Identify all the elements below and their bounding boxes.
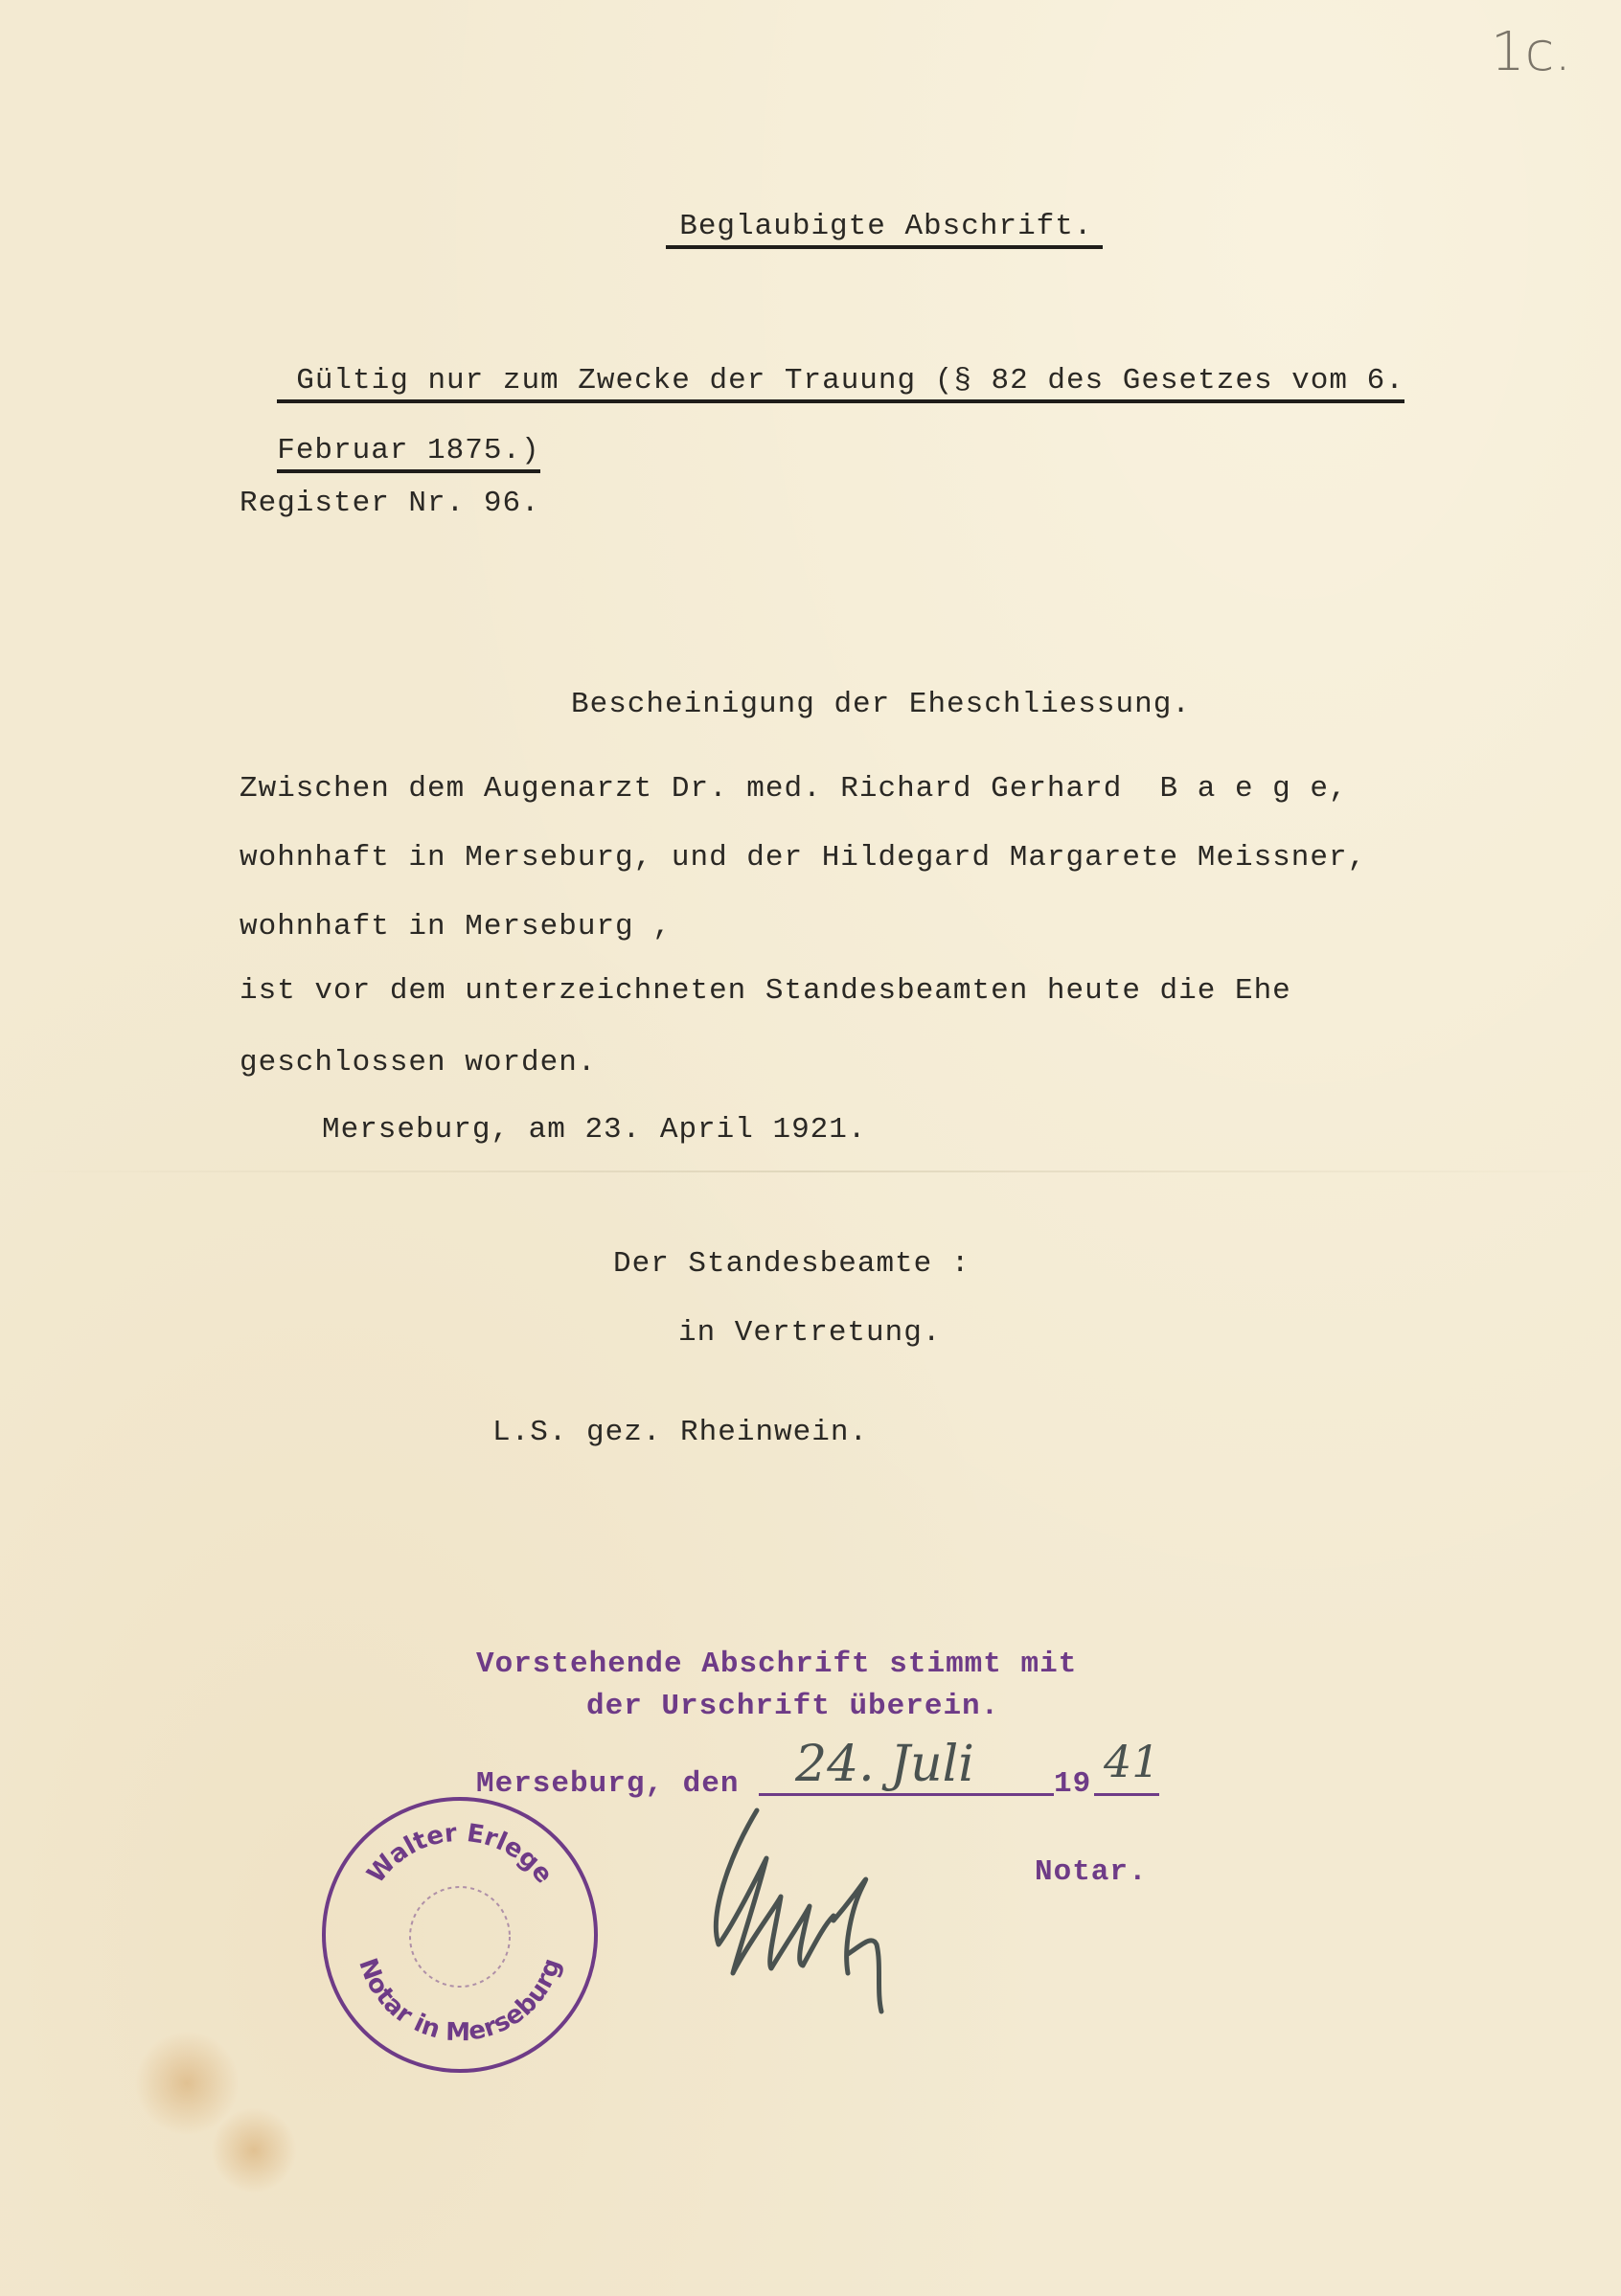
official-deputy: in Vertretung. [678, 1316, 942, 1350]
validity-line-2 [240, 400, 540, 467]
notary-role: Notar. [1035, 1855, 1148, 1889]
document-title [628, 176, 1103, 243]
signed-by: L.S. gez. Rheinwein. [492, 1416, 869, 1449]
certificate-heading: Bescheinigung der Eheschliessung. [571, 688, 1191, 721]
notary-signature [690, 1801, 958, 2031]
notary-stamp [318, 1793, 602, 2077]
stamp-center-placeholder [410, 1887, 510, 1987]
certification-line-2: der Urschrift überein. [586, 1690, 1000, 1723]
body-line: geschlossen worden. [240, 1046, 597, 1080]
register-number: Register Nr. 96. [240, 487, 540, 520]
certification-year-prefix: 19 [1054, 1767, 1092, 1801]
date-underline [759, 1793, 1054, 1796]
validity-text-1: Gültig nur zum Zwecke der Trauung (§ 82 des Gesetzes vom 6. [277, 364, 1404, 403]
official-title: Der Standesbeamte : [613, 1247, 970, 1281]
handwritten-date: 24. Juli [795, 1736, 974, 1793]
certification-line-1: Vorstehende Abschrift stimmt mit [476, 1648, 1078, 1681]
year-underline [1094, 1793, 1159, 1796]
place-date: Merseburg, am 23. April 1921. [322, 1113, 867, 1147]
body-line: ist vor dem unterzeichneten Standesbeamten heute die Ehe [240, 974, 1291, 1008]
signature-drawing [690, 1801, 958, 2031]
validity-line-1 [240, 330, 1404, 398]
stamp-bottom-text: Notar in Merseburg [353, 1954, 567, 2048]
stamp-seal [318, 1793, 602, 2077]
stamp-top-text: Walter Erlege [361, 1818, 559, 1890]
paper-stain [211, 2107, 297, 2194]
paper-fold [0, 1171, 1621, 1172]
validity-text-2: Februar 1875.) [277, 434, 539, 473]
document-title-text: Beglaubigte Abschrift. [666, 210, 1102, 249]
page-number: 1c. [1491, 21, 1572, 83]
handwritten-year: 41 [1104, 1736, 1160, 1787]
body-line: wohnhaft in Merseburg, und der Hildegard Margarete Meissner, [240, 841, 1367, 875]
body-line: Zwischen dem Augenarzt Dr. med. Richard Gerhard B a e g e, [240, 772, 1348, 806]
certification-place: Merseburg, den [476, 1767, 740, 1801]
body-line: wohnhaft in Merseburg , [240, 910, 672, 943]
